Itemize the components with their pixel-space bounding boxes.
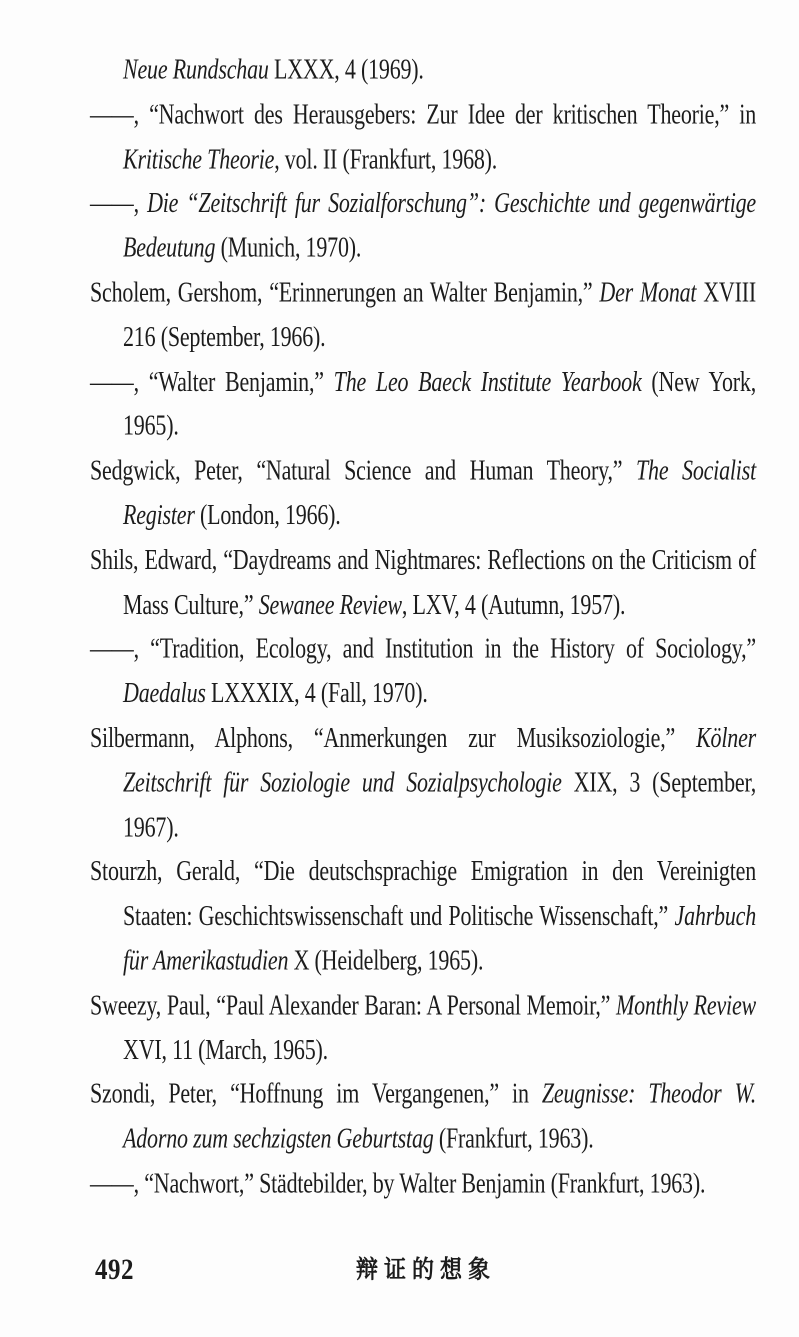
bib-segment-italic: Kölner Zeitschrift für Soziologie und Sozialpsychologie	[123, 721, 756, 798]
bib-segment-italic: Sewanee Review	[258, 587, 402, 620]
bib-entry-2	[90, 93, 756, 182]
bib-segment-roman: XVI, 11 (March, 1965).	[123, 1033, 328, 1065]
bib-entry-8	[90, 627, 756, 716]
bib-entry-7	[90, 538, 756, 627]
bib-segment-roman: Scholem, Gershom, “Erinnerungen an Walter Benjamin,”	[90, 275, 600, 308]
bib-segment-italic: Zeugnisse: Theodor W. Adorno zum sechzigsten Geburtstag	[123, 1077, 756, 1155]
bib-segment-roman: XVIII 216 (September, 1966).	[123, 275, 756, 353]
bib-segment-italic: Kritische Theorie	[123, 142, 275, 175]
bib-segment-roman: (New York, 1965).	[123, 364, 756, 442]
bib-segment-roman: ——,	[90, 186, 148, 219]
bib-segment-italic: Die “Zeitschrift fur Sozialforschung”: Geschichte und gegenwärtige Bedeutung	[123, 186, 756, 264]
bib-segment-italic: The Socialist Register	[123, 453, 756, 531]
page-number: 492	[95, 1254, 134, 1287]
bib-segment-roman: Silbermann, Alphons, “Anmerkungen zur Musiksoziologie,”	[90, 721, 697, 754]
bib-segment-roman: Shils, Edward, “Daydreams and Nightmares: Reflections on the Criticism of Mass Culture,”	[90, 543, 756, 620]
page-footer	[90, 1254, 756, 1294]
bib-segment-roman: X (Heidelberg, 1965).	[288, 943, 484, 976]
bib-segment-roman: LXXXIX, 4 (Fall, 1970).	[205, 676, 428, 709]
bib-entry-12	[90, 1072, 756, 1161]
bib-segment-roman: (Frankfurt, 1963).	[433, 1122, 594, 1155]
bib-segment-italic: The Leo Baeck Institute Yearbook	[333, 364, 642, 397]
bib-entry-6	[90, 449, 756, 538]
bib-entry-9	[90, 716, 756, 850]
bib-entry-5	[90, 360, 756, 449]
running-title-chinese: 辩证的想象	[355, 1256, 496, 1284]
bib-entry-11	[90, 983, 756, 1072]
bib-entry-4	[90, 271, 756, 360]
bib-segment-roman: Sedgwick, Peter, “Natural Science and Human Theory,”	[90, 453, 636, 486]
bib-segment-roman: XIX, 3 (September, 1967).	[123, 765, 756, 843]
bib-segment-roman: , LXV, 4 (Autumn, 1957).	[401, 587, 626, 620]
bib-segment-italic: Neue Rundschau	[123, 53, 269, 86]
bib-entry-10	[90, 850, 756, 984]
bib-segment-roman: , vol. II (Frankfurt, 1968).	[274, 142, 498, 175]
bib-segment-roman: (Munich, 1970).	[215, 231, 362, 264]
bib-segment-roman: ——, “Walter Benjamin,”	[90, 364, 334, 397]
bib-segment-italic: Daedalus	[123, 676, 206, 709]
bib-segment-italic: Der Monat	[599, 275, 697, 308]
bib-segment-roman: ——, “Tradition, Ecology, and Institution in the History of Sociology,”	[90, 632, 756, 665]
bib-entry-3	[90, 182, 756, 271]
bib-segment-roman: (London, 1966).	[194, 498, 341, 531]
bib-segment-roman: ——, “Nachwort,” Städtebilder, by Walter Benjamin (Frankfurt, 1963).	[90, 1166, 706, 1199]
bib-segment-roman: Stourzh, Gerald, “Die deutschsprachige Emigration in den Vereinigten Staaten: Geschichtswissenschaft und Politische Wissenschaft,”	[90, 854, 756, 932]
bibliography-list	[90, 48, 756, 1206]
bib-entry-13	[90, 1162, 756, 1207]
bib-segment-roman: Sweezy, Paul, “Paul Alexander Baran: A Personal Memoir,”	[90, 988, 616, 1021]
bib-segment-roman: LXXX, 4 (1969).	[268, 53, 424, 86]
bib-segment-roman: ——, “Nachwort des Herausgebers: Zur Idee der kritischen Theorie,” in	[90, 97, 756, 130]
bib-segment-italic: Monthly Review	[615, 988, 756, 1021]
bib-entry-1	[90, 48, 756, 93]
bib-segment-italic: Jahrbuch für Amerikastudien	[123, 899, 756, 976]
bib-segment-roman: Szondi, Peter, “Hoffnung im Vergangenen,” in	[90, 1077, 542, 1110]
